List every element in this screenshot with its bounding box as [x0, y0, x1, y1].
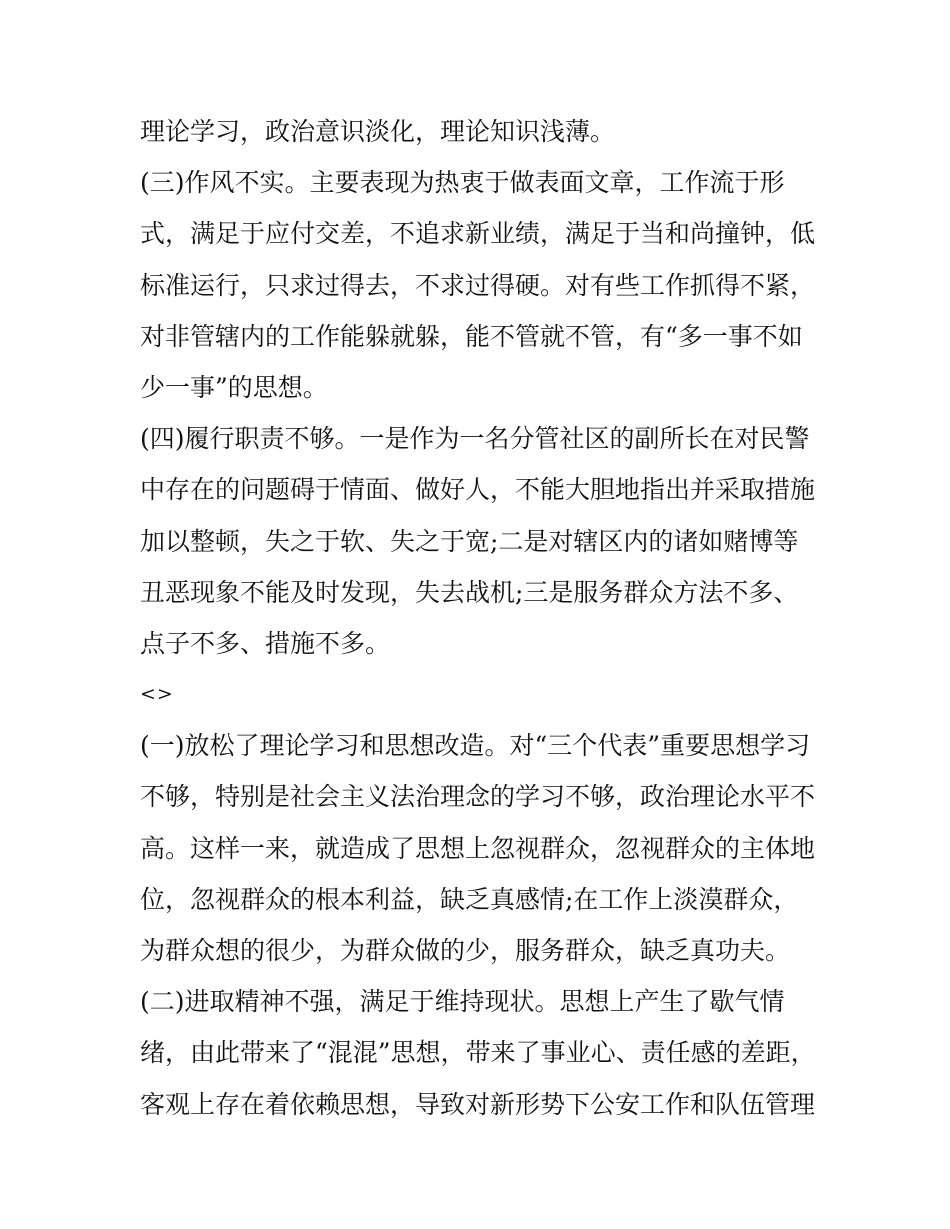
text-line: 标准运行，只求过得去，不求过得硬。对有些工作抓得不紧，	[140, 270, 816, 300]
section-marker: <>	[140, 683, 174, 706]
text-line: 加以整顿，失之于软、失之于宽;二是对辖区内的诸如赌博等	[140, 526, 799, 556]
text-line: 丑恶现象不能及时发现，失去战机;三是服务群众方法不多、	[140, 577, 799, 607]
text-line: 中存在的问题碍于情面、做好人，不能大胆地指出并采取措施	[140, 475, 816, 505]
text-line: 理论学习，政治意识淡化，理论知识浅薄。	[140, 117, 616, 146]
text-line: 少一事”的思想。	[140, 372, 328, 402]
text-line: 式，满足于应付交差，不追求新业绩，满足于当和尚撞钟，低	[140, 219, 816, 249]
text-line: (一)放松了理论学习和思想改造。对“三个代表”重要思想学习	[140, 731, 811, 761]
text-line: 位，忽视群众的根本利益，缺乏真感情;在工作上淡漠群众，	[140, 884, 799, 914]
document-body	[140, 106, 820, 1130]
text-line: (四)履行职责不够。一是作为一名分管社区的副所长在对民警	[140, 424, 810, 454]
text-line: 客观上存在着依赖思想，导致对新形势下公安工作和队伍管理	[140, 1089, 816, 1119]
text-line: (三)作风不实。主要表现为热衷于做表面文章，工作流于形	[140, 168, 785, 198]
text-line: 绪，由此带来了“混混”思想，带来了事业心、责任感的差距，	[140, 1038, 816, 1068]
text-line: 点子不多、措施不多。	[140, 628, 391, 658]
text-line: 不够，特别是社会主义法治理念的学习不够，政治理论水平不	[140, 782, 816, 812]
text-line: 为群众想的很少，为群众做的少，服务群众，缺乏真功夫。	[140, 936, 791, 965]
text-line: 对非管辖内的工作能躲就躲，能不管就不管，有“多一事不如	[140, 321, 803, 351]
text-line: 高。这样一来，就造成了思想上忽视群众，忽视群众的主体地	[140, 833, 816, 863]
text-line: (二)进取精神不强，满足于维持现状。思想上产生了歇气情	[140, 987, 785, 1017]
